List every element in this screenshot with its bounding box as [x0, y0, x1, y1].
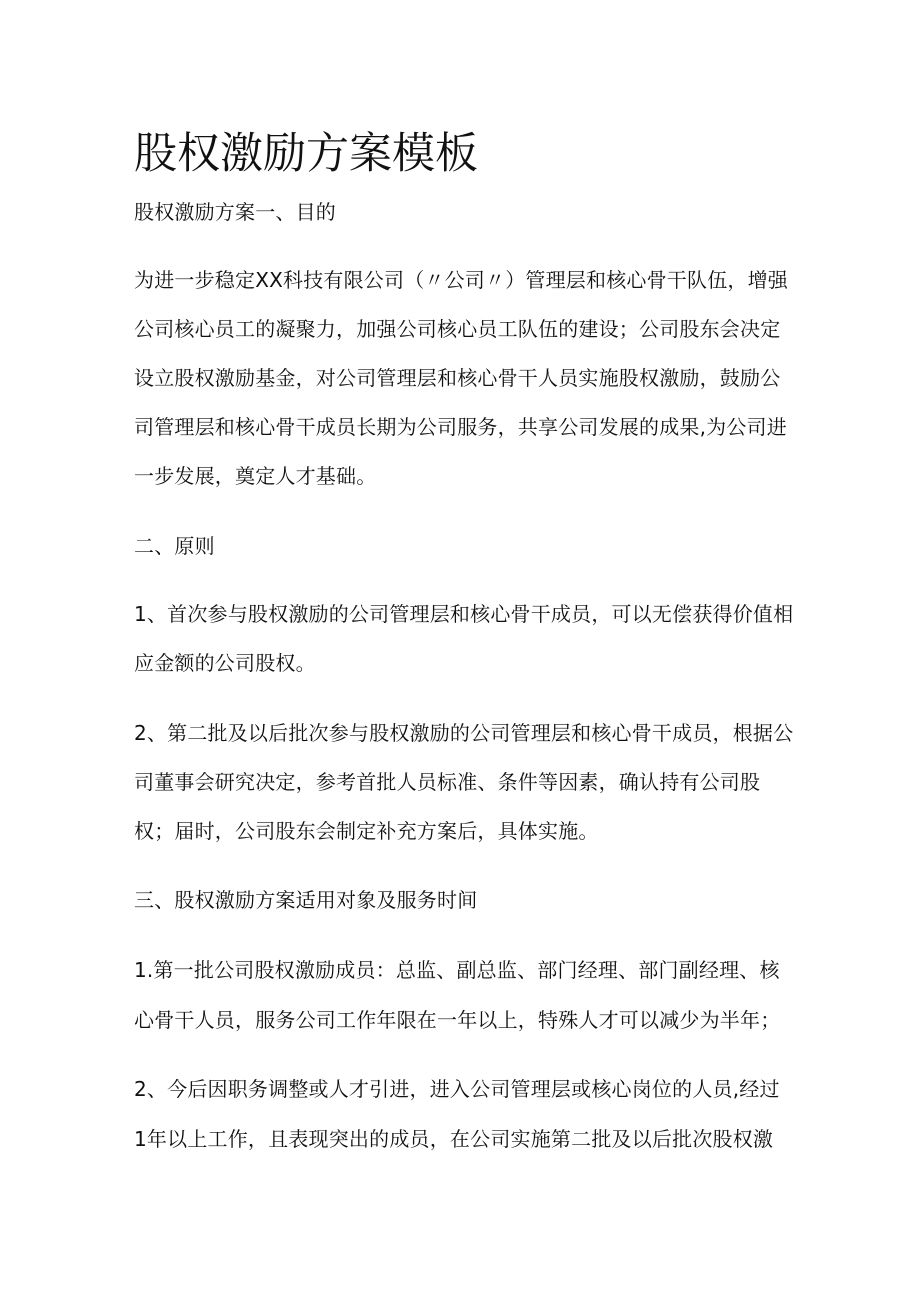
paragraph-line: 司管理层和核心骨干成员长期为公司服务，共享公司发展的成果,为公司进 — [134, 415, 787, 439]
paragraph-line: 设立股权激励基金，对公司管理层和核心骨干人员实施股权激励，鼓励公 — [134, 366, 781, 390]
paragraph-line: 为进一步稳定XX科技有限公司（〃公司〃）管理层和核心骨干队伍，增强 — [134, 268, 789, 292]
paragraph-line: 1年以上工作，且表现突出的成员，在公司实施第二批及以后批次股权激 — [134, 1127, 774, 1151]
paragraph-line: 公司核心员工的凝聚力，加强公司核心员工队伍的建设；公司股东会决定 — [134, 317, 781, 341]
section-heading-purpose: 股权激励方案一、目的 — [134, 200, 336, 224]
paragraph-line: 1.第一批公司股权激励成员：总监、副总监、部门经理、部门副经理、核 — [134, 958, 780, 982]
section-heading-principles: 二、原则 — [134, 534, 215, 558]
paragraph-line: 心骨干人员，服务公司工作年限在一年以上，特殊人才可以减少为半年； — [134, 1008, 781, 1032]
paragraph-line: 1、首次参与股权激励的公司管理层和核心骨干成员，可以无偿获得价值相 — [134, 602, 794, 626]
paragraph-line: 一步发展，奠定人才基础。 — [134, 464, 377, 488]
paragraph-line: 应金额的公司股权。 — [134, 651, 316, 675]
paragraph-line: 司董事会研究决定，参考首批人员标准、条件等因素，确认持有公司股 — [134, 770, 761, 794]
paragraph-line: 权；届时，公司股东会制定补充方案后，具体实施。 — [134, 819, 599, 843]
paragraph-line: 2、第二批及以后批次参与股权激励的公司管理层和核心骨干成员，根据公 — [134, 721, 794, 745]
section-heading-scope: 三、股权激励方案适用对象及服务时间 — [134, 888, 478, 912]
paragraph-line: 2、今后因职务调整或人才引进，进入公司管理层或核心岗位的人员,经过 — [134, 1077, 780, 1101]
document-title: 股权激励方案模板 — [134, 129, 478, 179]
